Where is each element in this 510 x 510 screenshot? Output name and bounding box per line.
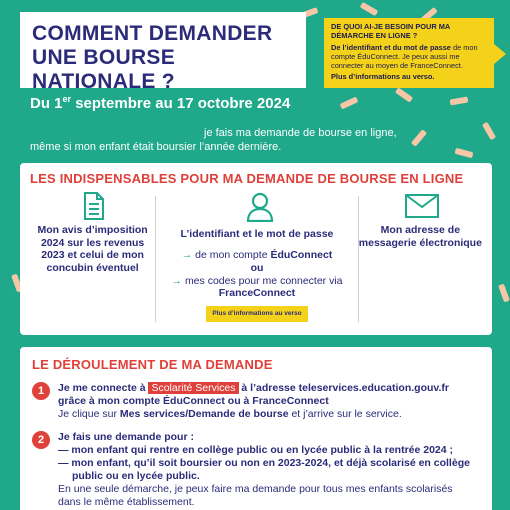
callout-question: DE QUOI AI-JE BESOIN POUR MA DÉMARCHE EN LIGNE ?	[331, 22, 450, 40]
essentials-card	[20, 163, 492, 335]
step1-line3-pre: Je clique sur	[58, 408, 120, 420]
envelope-icon	[405, 194, 439, 218]
credentials-line2-bold: FranceConnect	[218, 287, 296, 299]
confetti	[482, 122, 496, 141]
page-title-line2: UNE BOURSE NATIONALE ?	[32, 46, 176, 93]
more-info-tag: Plus d’informations au verso	[206, 306, 307, 323]
callout-answer-rest: de mon compte ÉduConnect. Je peux aussi me connecter au moyen de FranceConnect.	[331, 43, 478, 70]
page-title-line1: COMMENT DEMANDER	[32, 22, 273, 45]
callout-more: Plus d’informations au verso.	[331, 72, 435, 81]
step1-mid: à l’adresse	[238, 382, 299, 394]
step1-url[interactable]: teleservices.education.gouv.fr	[298, 382, 449, 394]
step2-extra1: En une seule démarche, je peux faire ma demande pour tous mes enfants scolarisés	[58, 483, 453, 495]
confetti	[455, 148, 474, 158]
credentials-line1-bold: ÉduConnect	[270, 248, 333, 261]
credentials-line1-pre: de mon compte	[195, 248, 271, 261]
confetti	[498, 284, 510, 303]
callout-answer-bold: De l’identifiant et du mot de passe	[331, 43, 451, 52]
credentials-franceconnect	[156, 275, 358, 300]
email-text: Mon adresse de messagerie électronique	[358, 224, 482, 249]
intro-line2: même si mon enfant était boursier l’année dernière.	[30, 141, 282, 153]
confetti	[395, 87, 413, 102]
step2-item2b: public ou en lycée public.	[72, 470, 200, 482]
credentials-educonnect	[156, 249, 358, 262]
step1-line3-bold: Mes services/Demande de bourse	[119, 408, 289, 420]
tax-notice-text: Mon avis d’imposition 2024 sur les revenus 2023 et celui de mon concubin éventuel	[37, 224, 148, 274]
arrow-right-icon: →	[181, 248, 193, 261]
credentials-line2-pre: mes codes pour me connecter via	[184, 274, 343, 287]
process-card	[20, 347, 492, 510]
step2-head: Je fais une demande pour :	[58, 431, 194, 443]
confetti	[360, 2, 379, 16]
step1-line2: grâce à mon compte ÉduConnect ou à FranceConnect	[58, 395, 329, 407]
arrow-right-icon: →	[171, 274, 182, 287]
essentials-heading: LES INDISPENSABLES POUR MA DEMANDE DE BOURSE EN LIGNE	[30, 171, 464, 186]
intro-line1: je fais ma demande de bourse en ligne,	[204, 127, 397, 139]
title-card	[20, 12, 306, 93]
essentials-col-tax	[30, 196, 155, 322]
step-number: 2	[32, 431, 50, 449]
step1-line3-rest: et j’arrive sur le service.	[288, 408, 402, 420]
info-callout	[324, 18, 494, 88]
process-heading: LE DÉROULEMENT DE MA DEMANDE	[32, 357, 273, 372]
step-number: 1	[32, 382, 50, 400]
step2-item2a: — mon enfant, qu’il soit boursier ou non en 2023-2024, et déjà scolarisé en collège	[58, 457, 470, 469]
scolarite-services-link[interactable]: Scolarité Services	[148, 382, 238, 394]
step-2	[32, 431, 480, 483]
step2-extra2: dans le même établissement.	[58, 496, 195, 508]
date-rest: septembre au 17 octobre 2024	[71, 95, 291, 112]
credentials-head: L’identifiant et le mot de passe	[180, 228, 334, 240]
credentials-or: ou	[250, 262, 264, 274]
date-prefix: Du 1	[30, 95, 63, 112]
essentials-col-credentials	[155, 196, 359, 322]
intro-text	[30, 126, 430, 154]
user-icon	[246, 192, 274, 222]
callout-answer	[331, 43, 487, 70]
step2-item1: — mon enfant qui rentre en collège public ou en lycée public à la rentrée 2024 ;	[58, 444, 454, 456]
document-icon	[84, 192, 104, 220]
confetti	[340, 96, 359, 109]
step-1	[32, 382, 480, 421]
step1-pre: Je me connecte à	[58, 382, 149, 394]
date-sup: er	[62, 94, 72, 104]
date-range	[30, 94, 290, 112]
essentials-col-email	[359, 196, 482, 322]
confetti	[450, 96, 469, 105]
